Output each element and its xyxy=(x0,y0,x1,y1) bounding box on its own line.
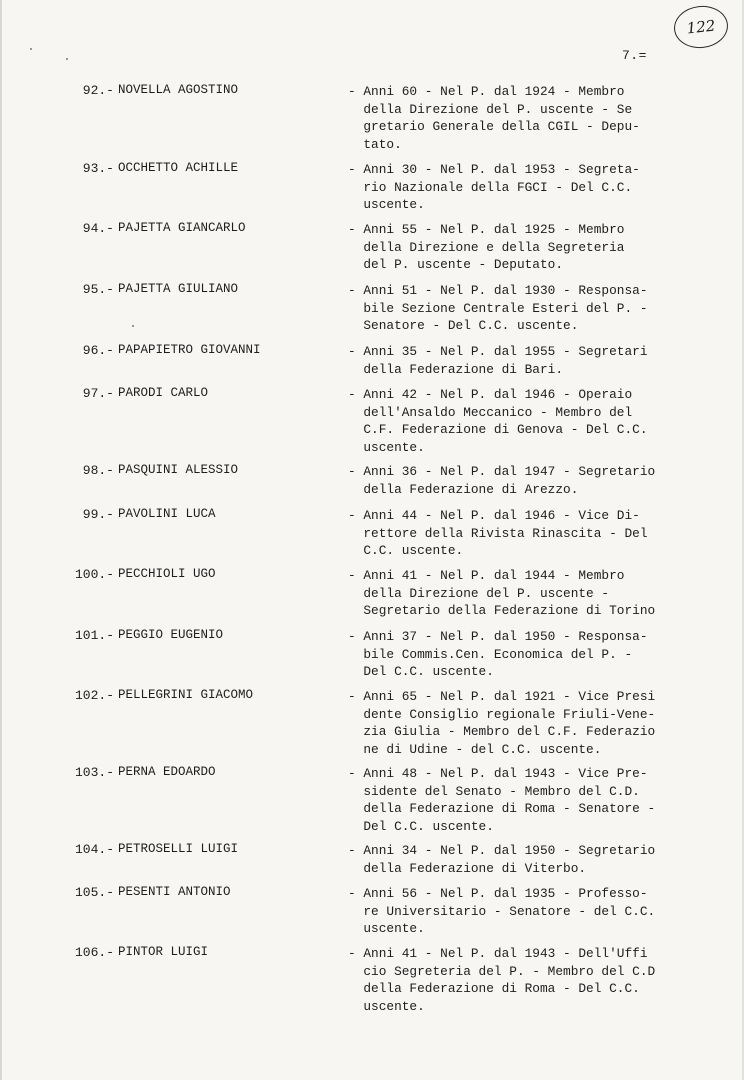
entry-number: 106.- xyxy=(74,945,114,960)
entry-description: - Anni 30 - Nel P. dal 1953 - Segreta- rio Nazionale della FGCI - Del C.C. uscente. xyxy=(348,162,640,212)
entry-name: PECCHIOLI UGO xyxy=(118,567,216,581)
entry-name: PELLEGRINI GIACOMO xyxy=(118,688,254,702)
entry-number: 99.- xyxy=(82,507,114,522)
entry-number: 95.- xyxy=(82,282,114,297)
entry-name: PAVOLINI LUCA xyxy=(118,507,216,521)
entry-description: - Anni 56 - Nel P. dal 1935 - Professo- re Universitario - Senatore - del C.C. uscente. xyxy=(348,886,656,936)
entry-description: - Anni 42 - Nel P. dal 1946 - Operaio dell'Ansaldo Meccanico - Membro del C.F. Federazione di Genova - Del C.C. uscente. xyxy=(348,387,648,455)
entry-name: PAJETTA GIULIANO xyxy=(118,282,239,296)
entry-name: PINTOR LUIGI xyxy=(118,945,209,959)
entry-number: 94.- xyxy=(82,221,114,236)
entry-description: - Anni 44 - Nel P. dal 1946 - Vice Di- rettore della Rivista Rinascita - Del C.C. uscente. xyxy=(348,508,648,558)
entry-number: 105.- xyxy=(74,885,114,900)
entry-description: - Anni 41 - Nel P. dal 1943 - Dell'Uffi cio Segreteria del P. - Membro del C.D della Federazione di Roma - Del C.C. uscente. xyxy=(348,946,656,1014)
entry-number: 93.- xyxy=(82,161,114,176)
entry-description: - Anni 36 - Nel P. dal 1947 - Segretario della Federazione di Arezzo. xyxy=(348,464,656,497)
entry-name: PERNA EDOARDO xyxy=(118,765,216,779)
entry-number: 100.- xyxy=(74,567,114,582)
entry-description: - Anni 37 - Nel P. dal 1950 - Responsa- bile Commis.Cen. Economica del P. - Del C.C. uscente. xyxy=(348,629,648,679)
entry-name: OCCHETTO ACHILLE xyxy=(118,161,239,175)
entry-name: PAJETTA GIANCARLO xyxy=(118,221,246,235)
archive-stamp: 122 xyxy=(672,3,730,50)
paper-speck xyxy=(66,58,68,60)
entry-name: PASQUINI ALESSIO xyxy=(118,463,239,477)
entry-name: PETROSELLI LUIGI xyxy=(118,842,239,856)
entry-name: PARODI CARLO xyxy=(118,386,209,400)
page-number: 7.= xyxy=(622,48,647,63)
entry-description: - Anni 41 - Nel P. dal 1944 - Membro della Direzione del P. uscente - Segretario della Federazione di Torino xyxy=(348,568,656,618)
entry-description: - Anni 34 - Nel P. dal 1950 - Segretario della Federazione di Viterbo. xyxy=(348,843,656,876)
entry-description: - Anni 60 - Nel P. dal 1924 - Membro della Direzione del P. uscente - Se gretario Generale della CGIL - Depu- tato. xyxy=(348,84,640,152)
entry-name: PESENTI ANTONIO xyxy=(118,885,231,899)
entry-number: 96.- xyxy=(82,343,114,358)
paper-speck xyxy=(132,325,134,327)
entry-description: - Anni 51 - Nel P. dal 1930 - Responsa- bile Sezione Centrale Esteri del P. - Senatore - Del C.C. uscente. xyxy=(348,283,648,333)
entry-number: 98.- xyxy=(82,463,114,478)
entry-number: 102.- xyxy=(74,688,114,703)
entry-number: 103.- xyxy=(74,765,114,780)
entry-number: 92.- xyxy=(82,83,114,98)
entry-description: - Anni 35 - Nel P. dal 1955 - Segretari della Federazione di Bari. xyxy=(348,344,648,377)
entry-number: 104.- xyxy=(74,842,114,857)
entry-number: 101.- xyxy=(74,628,114,643)
entry-description: - Anni 65 - Nel P. dal 1921 - Vice Presi dente Consiglio regionale Friuli-Vene- zia Giulia - Membro del C.F. Federazio ne di Udine - del C.C. uscente. xyxy=(348,689,656,757)
paper-speck xyxy=(30,48,32,50)
entry-name: PEGGIO EUGENIO xyxy=(118,628,224,642)
entry-description: - Anni 55 - Nel P. dal 1925 - Membro della Direzione e della Segreteria del P. uscente - Deputato. xyxy=(348,222,625,272)
entry-number: 97.- xyxy=(82,386,114,401)
entry-name: NOVELLA AGOSTINO xyxy=(118,83,239,97)
entry-description: - Anni 48 - Nel P. dal 1943 - Vice Pre- sidente del Senato - Membro del C.D. della Federazione di Roma - Senatore - Del C.C. uscente. xyxy=(348,766,656,834)
entry-name: PAPAPIETRO GIOVANNI xyxy=(118,343,261,357)
